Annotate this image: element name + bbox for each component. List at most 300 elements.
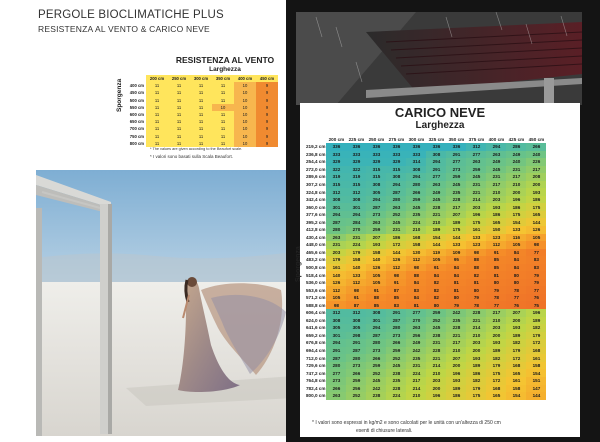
wind-cell: 10 bbox=[234, 118, 256, 125]
snow-cell: 82 bbox=[426, 294, 446, 302]
snow-row-header: 272,0 cm bbox=[306, 166, 326, 172]
snow-load-table bbox=[306, 135, 546, 400]
wind-row-header: 650 cm bbox=[129, 119, 144, 125]
wind-cell: 11 bbox=[190, 89, 212, 96]
snow-cell: 308 bbox=[326, 317, 346, 325]
wind-col-header: 400 cm bbox=[234, 75, 256, 82]
snow-cell: 91 bbox=[366, 286, 386, 294]
snow-cell: 210 bbox=[466, 332, 486, 340]
wind-table-body bbox=[126, 82, 278, 147]
snow-table-row bbox=[306, 143, 546, 151]
snow-note-line-1: * I valori sono espressi in kg/m2 e sono calcolati per le unità con un'altezza di 250 cm bbox=[312, 420, 501, 426]
snow-cell: 79 bbox=[446, 301, 466, 309]
snow-row-header: 764,8 cm bbox=[306, 378, 326, 384]
snow-cell: 84 bbox=[446, 264, 466, 272]
snow-cell: 214 bbox=[406, 385, 426, 393]
snow-cell: 91 bbox=[346, 294, 366, 302]
snow-cell: 133 bbox=[446, 241, 466, 249]
snow-cell: 308 bbox=[426, 151, 446, 159]
snow-cell: 84 bbox=[506, 249, 526, 257]
wind-note-italian: * I valori sono basati sulla Scala Beaufort. bbox=[150, 154, 234, 159]
snow-row-header: 360,0 cm bbox=[306, 204, 326, 210]
snow-cell: 203 bbox=[326, 249, 346, 257]
snow-cell: 336 bbox=[346, 143, 366, 151]
snow-cell: 81 bbox=[486, 271, 506, 279]
snow-cell: 259 bbox=[386, 347, 406, 355]
snow-cell: 172 bbox=[486, 377, 506, 385]
snow-cell: 186 bbox=[466, 369, 486, 377]
snow-cell: 79 bbox=[466, 294, 486, 302]
snow-row-header: 324,8 cm bbox=[306, 189, 326, 195]
snow-table-row bbox=[306, 369, 546, 377]
snow-cell: 329 bbox=[366, 158, 386, 166]
snow-cell: 286 bbox=[506, 143, 526, 151]
snow-col-header: 425 cm bbox=[508, 136, 525, 142]
snow-cell: 228 bbox=[426, 347, 446, 355]
snow-table-row bbox=[306, 324, 546, 332]
snow-cell: 81 bbox=[446, 286, 466, 294]
snow-cell: 179 bbox=[486, 362, 506, 370]
snow-cell: 98 bbox=[346, 286, 366, 294]
snow-cell: 207 bbox=[446, 354, 466, 362]
snow-cell: 200 bbox=[506, 317, 526, 325]
snow-table-row bbox=[306, 385, 546, 393]
snow-cell: 270 bbox=[346, 226, 366, 234]
snow-row-header: 606,4 cm bbox=[306, 310, 326, 316]
snow-cell: 200 bbox=[426, 385, 446, 393]
snow-cell: 98 bbox=[406, 264, 426, 272]
snow-cell: 84 bbox=[406, 279, 426, 287]
snow-cell: 210 bbox=[406, 392, 426, 400]
snow-cell: 242 bbox=[446, 309, 466, 317]
wind-cell: 9 bbox=[256, 111, 278, 118]
snow-cell: 294 bbox=[326, 339, 346, 347]
wind-cell: 11 bbox=[168, 125, 190, 132]
snow-cell: 217 bbox=[486, 181, 506, 189]
snow-cell: 105 bbox=[526, 234, 546, 242]
snow-cell: 315 bbox=[346, 181, 366, 189]
snow-cell: 82 bbox=[466, 271, 486, 279]
snow-cell: 249 bbox=[426, 188, 446, 196]
wind-row-header: 800 cm bbox=[129, 140, 144, 146]
snow-cell: 259 bbox=[426, 309, 446, 317]
snow-cell: 308 bbox=[366, 309, 386, 317]
wind-table-row bbox=[126, 125, 278, 132]
wind-cell: 11 bbox=[190, 104, 212, 111]
snow-cell: 126 bbox=[386, 256, 406, 264]
snow-cell: 312 bbox=[346, 188, 366, 196]
snow-cell: 245 bbox=[466, 173, 486, 181]
snow-cell: 291 bbox=[426, 166, 446, 174]
snow-cell: 83 bbox=[526, 256, 546, 264]
snow-col-header: 450 cm bbox=[528, 136, 545, 142]
snow-cell: 308 bbox=[346, 196, 366, 204]
snow-cell: 189 bbox=[446, 218, 466, 226]
wind-cell: 10 bbox=[234, 89, 256, 96]
snow-cell: 238 bbox=[426, 332, 446, 340]
snow-cell: 263 bbox=[466, 158, 486, 166]
snow-cell: 158 bbox=[526, 362, 546, 370]
snow-cell: 144 bbox=[526, 392, 546, 400]
snow-cell: 228 bbox=[446, 324, 466, 332]
snow-row-header: 553,6 cm bbox=[306, 287, 326, 293]
snow-cell: 217 bbox=[406, 377, 426, 385]
snow-cell: 242 bbox=[366, 385, 386, 393]
snow-cell: 144 bbox=[386, 249, 406, 257]
wind-note-english: * The values are given according to the Beaufort scale. bbox=[150, 147, 243, 151]
snow-cell: 280 bbox=[326, 362, 346, 370]
wind-cell: 11 bbox=[168, 133, 190, 140]
wind-cell: 9 bbox=[256, 104, 278, 111]
snow-cell: 105 bbox=[426, 256, 446, 264]
snow-table-row bbox=[306, 234, 546, 242]
snow-cell: 259 bbox=[366, 362, 386, 370]
snow-cell: 186 bbox=[386, 234, 406, 242]
snow-cell: 242 bbox=[406, 347, 426, 355]
snow-row-header: 307,2 cm bbox=[306, 182, 326, 187]
snow-cell: 280 bbox=[366, 339, 386, 347]
snow-cell: 165 bbox=[506, 369, 526, 377]
snow-cell: 336 bbox=[406, 143, 426, 151]
snow-cell: 158 bbox=[366, 249, 386, 257]
wind-cell: 10 bbox=[234, 111, 256, 118]
snow-cell: 80 bbox=[466, 286, 486, 294]
snow-cell: 78 bbox=[486, 294, 506, 302]
snow-cell: 186 bbox=[526, 196, 546, 204]
wind-cell: 9 bbox=[256, 140, 278, 147]
snow-row-header: 430,4 cm bbox=[306, 234, 326, 240]
wind-cell: 10 bbox=[234, 104, 256, 111]
rain-pergola-illustration bbox=[296, 12, 582, 105]
snow-cell: 277 bbox=[466, 151, 486, 159]
snow-cell: 256 bbox=[346, 385, 366, 393]
snow-cell: 140 bbox=[326, 271, 346, 279]
snow-cell: 263 bbox=[386, 203, 406, 211]
snow-cell: 263 bbox=[406, 324, 426, 332]
snow-cell: 151 bbox=[526, 377, 546, 385]
wind-table-title: RESISTENZA AL VENTO bbox=[175, 55, 275, 65]
snow-cell: 154 bbox=[526, 369, 546, 377]
snow-table-row bbox=[306, 173, 546, 181]
snow-cell: 277 bbox=[426, 173, 446, 181]
snow-row-header: 676,8 cm bbox=[306, 340, 326, 346]
snow-cell: 333 bbox=[326, 151, 346, 159]
snow-cell: 259 bbox=[346, 377, 366, 385]
wind-cell: 11 bbox=[212, 111, 234, 118]
snow-cell: 80 bbox=[486, 279, 506, 287]
snow-cell: 85 bbox=[366, 301, 386, 309]
beach-scene-illustration bbox=[36, 170, 294, 436]
snow-cell: 77 bbox=[526, 249, 546, 257]
snow-cell: 112 bbox=[326, 286, 346, 294]
snow-cell: 312 bbox=[466, 143, 486, 151]
snow-cell: 273 bbox=[446, 166, 466, 174]
snow-table-row bbox=[306, 354, 546, 362]
snow-cell: 305 bbox=[366, 188, 386, 196]
snow-cell: 280 bbox=[326, 226, 346, 234]
snow-cell: 119 bbox=[426, 249, 446, 257]
snow-cell: 200 bbox=[486, 332, 506, 340]
wind-row-header: 550 cm bbox=[129, 104, 144, 110]
snow-cell: 287 bbox=[346, 347, 366, 355]
snow-cell: 259 bbox=[366, 226, 386, 234]
wind-row-header: 500 cm bbox=[129, 97, 144, 103]
snow-vertical-label: Sporgenza bbox=[295, 246, 302, 282]
snow-table-row bbox=[306, 332, 546, 340]
snow-cell: 249 bbox=[486, 158, 506, 166]
snow-cell: 95 bbox=[446, 256, 466, 264]
snow-cell: 305 bbox=[326, 324, 346, 332]
snow-cell: 144 bbox=[526, 218, 546, 226]
snow-cell: 81 bbox=[406, 301, 426, 309]
wind-cell: 11 bbox=[146, 82, 168, 89]
snow-cell: 287 bbox=[326, 354, 346, 362]
snow-cell: 91 bbox=[426, 264, 446, 272]
snow-cell: 168 bbox=[486, 385, 506, 393]
snow-cell: 126 bbox=[526, 226, 546, 234]
snow-cell: 203 bbox=[466, 339, 486, 347]
snow-cell: 158 bbox=[506, 385, 526, 393]
snow-col-header: 275 cm bbox=[388, 136, 405, 142]
snow-cell: 87 bbox=[346, 301, 366, 309]
wind-cell: 11 bbox=[190, 125, 212, 132]
snow-cell: 84 bbox=[506, 256, 526, 264]
wind-cell: 10 bbox=[234, 133, 256, 140]
snow-cell: 203 bbox=[466, 203, 486, 211]
snow-cell: 245 bbox=[426, 196, 446, 204]
wind-cell: 11 bbox=[190, 133, 212, 140]
snow-cell: 273 bbox=[366, 211, 386, 219]
snow-row-header: 588,8 cm bbox=[306, 302, 326, 308]
snow-cell: 77 bbox=[506, 294, 526, 302]
snow-cell: 76 bbox=[526, 294, 546, 302]
snow-cell: 252 bbox=[386, 211, 406, 219]
snow-cell: 83 bbox=[526, 264, 546, 272]
snow-cell: 266 bbox=[406, 188, 426, 196]
snow-cell: 231 bbox=[486, 173, 506, 181]
snow-cell: 123 bbox=[486, 234, 506, 242]
snow-cell: 200 bbox=[466, 347, 486, 355]
snow-cell: 189 bbox=[486, 347, 506, 355]
snow-table-row bbox=[306, 264, 546, 272]
snow-cell: 154 bbox=[426, 234, 446, 242]
snow-col-header: 375 cm bbox=[468, 136, 485, 142]
snow-cell: 333 bbox=[366, 151, 386, 159]
snow-cell: 179 bbox=[346, 249, 366, 257]
wind-vertical-label: Sporgenza bbox=[116, 78, 123, 112]
snow-cell: 105 bbox=[366, 271, 386, 279]
snow-cell: 277 bbox=[326, 369, 346, 377]
snow-cell: 228 bbox=[466, 309, 486, 317]
snow-cell: 112 bbox=[346, 279, 366, 287]
snow-table-row bbox=[306, 294, 546, 302]
snow-cell: 210 bbox=[506, 181, 526, 189]
snow-cell: 80 bbox=[446, 294, 466, 302]
wind-corner-cell bbox=[126, 75, 146, 82]
snow-cell: 266 bbox=[346, 369, 366, 377]
snow-cell: 168 bbox=[526, 347, 546, 355]
snow-cell: 301 bbox=[346, 203, 366, 211]
snow-cell: 291 bbox=[326, 347, 346, 355]
snow-cell: 308 bbox=[326, 196, 346, 204]
snow-cell: 217 bbox=[526, 166, 546, 174]
snow-cell: 150 bbox=[486, 226, 506, 234]
snow-cell: 280 bbox=[406, 181, 426, 189]
snow-cell: 175 bbox=[506, 211, 526, 219]
snow-cell: 336 bbox=[386, 143, 406, 151]
snow-cell: 231 bbox=[466, 181, 486, 189]
snow-cell: 231 bbox=[426, 339, 446, 347]
snow-cell: 266 bbox=[526, 143, 546, 151]
snow-cell: 277 bbox=[446, 158, 466, 166]
snow-cell: 210 bbox=[446, 347, 466, 355]
snow-cell: 182 bbox=[466, 377, 486, 385]
wind-cell: 11 bbox=[212, 133, 234, 140]
snow-cell: 245 bbox=[406, 203, 426, 211]
wind-cell: 11 bbox=[146, 140, 168, 147]
snow-table-row bbox=[306, 347, 546, 355]
snow-cell: 210 bbox=[426, 369, 446, 377]
snow-cell: 154 bbox=[506, 218, 526, 226]
snow-cell: 140 bbox=[346, 264, 366, 272]
snow-cell: 294 bbox=[326, 211, 346, 219]
snow-row-header: 236,8 cm bbox=[306, 151, 326, 157]
snow-row-header: 694,4 cm bbox=[306, 348, 326, 354]
snow-table-row bbox=[306, 181, 546, 189]
snow-table-body bbox=[306, 143, 546, 400]
snow-table-subtitle: Larghezza bbox=[415, 120, 465, 131]
snow-row-header: 782,4 cm bbox=[306, 385, 326, 391]
snow-cell: 168 bbox=[406, 234, 426, 242]
snow-cell: 158 bbox=[346, 256, 366, 264]
snow-row-header: 500,8 cm bbox=[306, 265, 326, 271]
snow-cell: 78 bbox=[506, 286, 526, 294]
snow-cell: 312 bbox=[326, 309, 346, 317]
snow-cell: 319 bbox=[346, 173, 366, 181]
snow-cell: 77 bbox=[526, 286, 546, 294]
snow-table-row bbox=[306, 362, 546, 370]
wind-cell: 11 bbox=[146, 111, 168, 118]
snow-cell: 301 bbox=[366, 317, 386, 325]
snow-cell: 329 bbox=[326, 158, 346, 166]
snow-cell: 133 bbox=[346, 271, 366, 279]
snow-cell: 179 bbox=[326, 256, 346, 264]
snow-cell: 277 bbox=[406, 309, 426, 317]
wind-cell: 11 bbox=[212, 97, 234, 104]
snow-cell: 109 bbox=[446, 249, 466, 257]
snow-cell: 81 bbox=[466, 279, 486, 287]
snow-cell: 210 bbox=[426, 218, 446, 226]
wind-cell: 11 bbox=[168, 118, 190, 125]
pergola-rain-photo bbox=[296, 12, 582, 105]
snow-row-header: 254,4 cm bbox=[306, 159, 326, 165]
snow-cell: 263 bbox=[326, 234, 346, 242]
snow-cell: 161 bbox=[526, 354, 546, 362]
wind-cell: 11 bbox=[212, 118, 234, 125]
snow-cell: 200 bbox=[506, 188, 526, 196]
snow-cell: 263 bbox=[366, 218, 386, 226]
snow-cell: 210 bbox=[486, 317, 506, 325]
snow-cell: 266 bbox=[366, 354, 386, 362]
wind-cell: 11 bbox=[146, 133, 168, 140]
snow-cell: 238 bbox=[366, 392, 386, 400]
snow-cell: 193 bbox=[366, 241, 386, 249]
wind-table-row bbox=[126, 97, 278, 104]
snow-cell: 207 bbox=[366, 234, 386, 242]
wind-cell: 10 bbox=[234, 97, 256, 104]
snow-cell: 158 bbox=[406, 241, 426, 249]
snow-col-header: 250 cm bbox=[368, 136, 385, 142]
snow-cell: 259 bbox=[466, 166, 486, 174]
wind-row-header: 400 cm bbox=[129, 83, 144, 89]
page-title: PERGOLE BIOCLIMATICHE PLUS bbox=[38, 9, 224, 21]
snow-cell: 221 bbox=[426, 354, 446, 362]
snow-header-row bbox=[306, 135, 546, 143]
snow-cell: 84 bbox=[406, 294, 426, 302]
snow-cell: 105 bbox=[506, 241, 526, 249]
snow-cell: 333 bbox=[346, 151, 366, 159]
snow-cell: 210 bbox=[486, 188, 506, 196]
wind-table-row bbox=[126, 104, 278, 111]
snow-cell: 294 bbox=[366, 324, 386, 332]
snow-cell: 84 bbox=[506, 264, 526, 272]
snow-cell: 123 bbox=[466, 241, 486, 249]
wind-row-header: 700 cm bbox=[129, 126, 144, 132]
snow-cell: 172 bbox=[506, 354, 526, 362]
snow-cell: 147 bbox=[526, 385, 546, 393]
snow-cell: 91 bbox=[386, 279, 406, 287]
snow-cell: 240 bbox=[506, 158, 526, 166]
snow-cell: 240 bbox=[526, 151, 546, 159]
snow-row-header: 641,6 cm bbox=[306, 325, 326, 331]
snow-cell: 280 bbox=[386, 324, 406, 332]
snow-cell: 189 bbox=[526, 317, 546, 325]
snow-cell: 175 bbox=[446, 226, 466, 234]
snow-cell: 280 bbox=[386, 196, 406, 204]
pergola-beach-photo bbox=[36, 170, 294, 436]
snow-row-header: 747,2 cm bbox=[306, 370, 326, 376]
snow-table-row bbox=[306, 309, 546, 317]
wind-cell: 9 bbox=[256, 89, 278, 96]
snow-table-row bbox=[306, 166, 546, 174]
snow-cell: 130 bbox=[406, 249, 426, 257]
snow-cell: 84 bbox=[426, 271, 446, 279]
snow-col-header: 225 cm bbox=[348, 136, 365, 142]
wind-cell: 11 bbox=[168, 140, 190, 147]
snow-cell: 235 bbox=[446, 317, 466, 325]
snow-cell: 161 bbox=[466, 226, 486, 234]
snow-cell: 179 bbox=[466, 385, 486, 393]
snow-cell: 79 bbox=[526, 279, 546, 287]
snow-cell: 85 bbox=[486, 256, 506, 264]
snow-cell: 231 bbox=[406, 362, 426, 370]
snow-row-header: 395,2 cm bbox=[306, 219, 326, 225]
snow-cell: 336 bbox=[446, 143, 466, 151]
snow-cell: 91 bbox=[486, 249, 506, 257]
snow-cell: 80 bbox=[426, 301, 446, 309]
snow-cell: 308 bbox=[346, 317, 366, 325]
snow-cell: 294 bbox=[366, 196, 386, 204]
snow-cell: 252 bbox=[366, 369, 386, 377]
snow-table-row bbox=[306, 241, 546, 249]
snow-cell: 214 bbox=[426, 362, 446, 370]
snow-row-header: 342,4 cm bbox=[306, 197, 326, 203]
snow-cell: 315 bbox=[366, 166, 386, 174]
snow-cell: 161 bbox=[326, 264, 346, 272]
snow-row-header: 571,2 cm bbox=[306, 295, 326, 301]
snow-cell: 231 bbox=[346, 234, 366, 242]
wind-cell: 11 bbox=[146, 89, 168, 96]
